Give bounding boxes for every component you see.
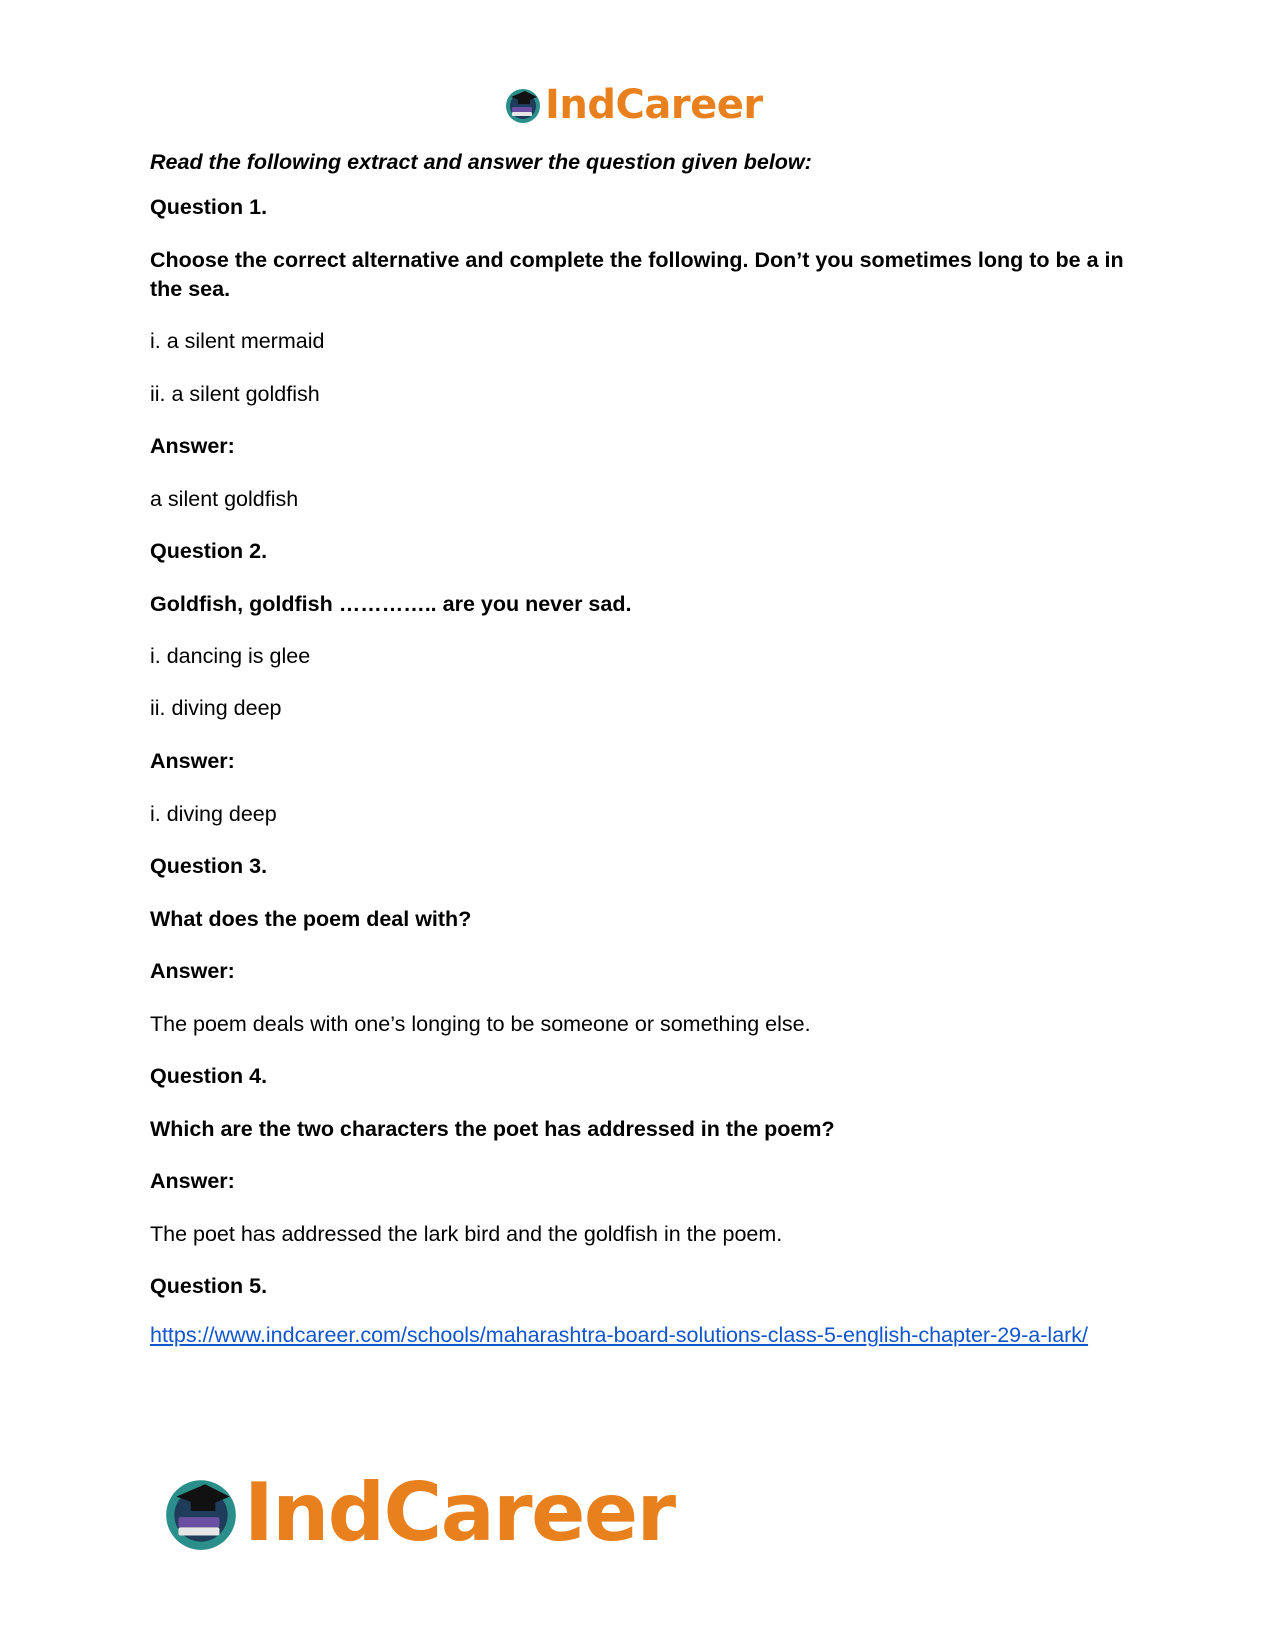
question-2-option-1: i. dancing is glee [150, 644, 311, 668]
question-2-text: Goldfish, goldfish ………….. are you never sad. [150, 592, 632, 616]
question-3-answer-label: Answer: [150, 959, 235, 983]
question-4-text: Which are the two characters the poet has addressed in the poem? [150, 1117, 835, 1141]
intro-instruction: Read the following extract and answer the question given below: [150, 150, 812, 174]
question-4-answer-label: Answer: [150, 1169, 235, 1193]
logo-wordmark: IndCareer [545, 82, 763, 128]
question-3-label: Question 3. [150, 854, 268, 878]
question-1-answer: a silent goldfish [150, 487, 299, 511]
graduation-globe-icon [503, 85, 543, 125]
question-2-answer-label: Answer: [150, 749, 235, 773]
footer-logo [160, 1468, 675, 1558]
question-3-text: What does the poem deal with? [150, 907, 472, 931]
question-1-option-2: ii. a silent goldfish [150, 382, 320, 406]
header-logo [503, 80, 763, 130]
question-1-answer-label: Answer: [150, 434, 235, 458]
question-1-text: Choose the correct alternative and complete the following. Don’t you sometimes long to be a in the sea. [150, 248, 1124, 301]
question-1-label: Question 1. [150, 195, 268, 219]
source-link[interactable]: https://www.indcareer.com/schools/maharashtra-board-solutions-class-5-english-chapter-29-a-lark/ [150, 1323, 1089, 1347]
question-4-answer: The poet has addressed the lark bird and the goldfish in the poem. [150, 1222, 783, 1246]
question-3-answer: The poem deals with one’s longing to be someone or something else. [150, 1012, 811, 1036]
question-2-label: Question 2. [150, 539, 268, 563]
question-4-label: Question 4. [150, 1064, 268, 1088]
graduation-globe-icon [160, 1472, 242, 1554]
question-2-answer: i. diving deep [150, 802, 277, 826]
question-5-label: Question 5. [150, 1274, 268, 1298]
source-link-line [150, 1317, 1110, 1353]
question-2-option-2: ii. diving deep [150, 696, 282, 720]
logo-wordmark: IndCareer [244, 1466, 675, 1559]
question-1-option-1: i. a silent mermaid [150, 329, 325, 353]
